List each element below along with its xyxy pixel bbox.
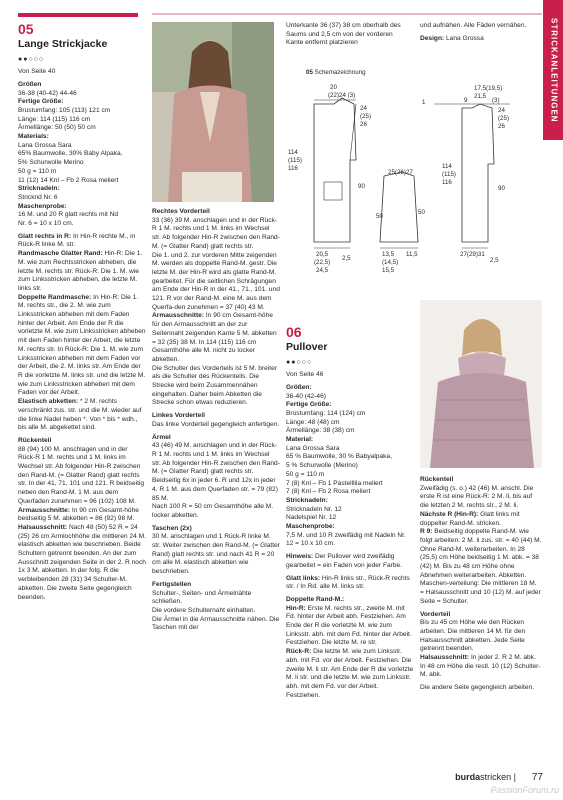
item05-lv-heading: Linkes Vorderteil	[152, 412, 206, 420]
item06-groessen-heading: Größen:	[286, 383, 312, 391]
item06-material-heading: Material:	[286, 436, 314, 444]
item05-fertig2: Unterkante 36 (37) 38 cm oberhalb des Saums und 2,5 cm von der vorderen Kante entfernt platzieren	[286, 22, 401, 47]
item06-n-heading: Nächste R (Hin-R):	[420, 510, 479, 518]
item05-arm	[18, 507, 146, 524]
schema-l115b: 11,5	[406, 251, 418, 258]
schema-label-num: 05	[306, 69, 313, 76]
item05-glatt-heading: Glatt rechts in R:	[18, 232, 72, 240]
schema-r115: (115)	[442, 171, 456, 178]
item06-material: Lana Grossa Sara 65 % Baumwolle, 30 % Babyalpaka, 5 % Schurwolle (Merino) 50 g = 110 m 7 (8) Knl – Fb 1 Pastelllila meliert 7 (8) Knl – Fb 2 Rosa meliert	[286, 444, 392, 496]
top-bar-left	[18, 13, 138, 17]
schema-label	[306, 69, 366, 76]
item05-title: Lange Strickjacke	[18, 38, 108, 50]
schema-front-outline	[462, 104, 494, 242]
item06-vt-heading: Vorderteil	[420, 610, 451, 618]
item05-groessen: 36-38 (40-42) 44-46	[18, 89, 77, 97]
item05-rueck-heading: Rückenteil	[18, 436, 52, 444]
schema-r25b: 2,5	[490, 257, 499, 264]
footer-brand-bold: burda	[455, 772, 481, 782]
item06-nadeln-heading: Stricknadeln:	[286, 496, 328, 504]
schema-drawing	[284, 64, 542, 282]
item06-rueck: Zweifädig (s. o.) 42 (46) M. anschl. Die erste R ist eine Rück-R: 2 M. li, bis auf die letzten 2 M. rechts str., 2 M. li.	[420, 484, 534, 510]
schema-l114: 114	[288, 149, 298, 156]
schema-l90: 90	[358, 183, 365, 190]
watermark: PassionForum.ru	[490, 785, 559, 795]
item05-groessen-heading: Größen	[18, 80, 42, 88]
schema-r25: (25)	[498, 115, 510, 122]
item05-finish-continued	[286, 22, 404, 48]
item06-dr-rueck-text: Die letzte M. wie zum Linksstr. abh. mit Fd. vor der Arbeit. Festziehen. Die zweite M. li str. Am Ende der R die vorletzte M. li str. und die letzte M. wie zum Linksstr. abh. mit dem Fd. vor der Arbeit. Festziehen.	[286, 648, 414, 699]
item05-number: 05	[18, 21, 34, 37]
item05-aermel: 43 (46) 49 M. anschlagen und in der Rück-R 1 M. rechts und 1 M. links im Wechsel str. Ab folgender Hin-R zwischen den Rand-M. (= Glatter Rand) glatt rechts str. Beidseitig 6x in jeder 6. R und 12x in jeder 4. R 1 M. aus dem Querfaden str. = 79 (82) 85 M. Nach 100 R = 50 cm Gesamthöhe alle M. locker abketten.	[152, 442, 280, 519]
item05-elast-heading: Elastisch abketten:	[18, 398, 79, 406]
item05-fertige-heading: Fertige Größe:	[18, 98, 64, 106]
schema-l115: (115)	[288, 157, 302, 164]
schema-l135: 13,5	[382, 251, 395, 258]
schema-r114: 114	[442, 163, 452, 170]
schema-l116: 116	[288, 165, 298, 172]
item06-rueck-heading: Rückenteil	[420, 476, 454, 483]
item06-dr-hin	[286, 605, 414, 649]
item05-nadeln: Stricknd Nr. 6	[18, 193, 58, 201]
item05-design	[420, 35, 538, 44]
item05-elast-text: * 2 M. rechts verschränkt zus. str. und die M. wieder auf die linke Nadel heben *. Von * bis * wdh., bis alle M. abgekettet sind.	[18, 398, 142, 432]
schema-back-outline	[314, 98, 356, 242]
item06-r9	[420, 528, 542, 606]
item05-taschen-heading: Taschen (2x)	[152, 524, 192, 532]
item05-elast	[18, 398, 146, 433]
schema-l26: 26	[360, 121, 367, 128]
schema-r9: 9	[464, 97, 468, 104]
schema-l155: 15,5	[382, 267, 395, 274]
item05-maschen-heading: Maschenprobe:	[18, 202, 67, 210]
item05-rv-arm	[152, 312, 280, 408]
schema-r272931: 27(29)31	[460, 251, 485, 258]
footer-brand-rest: stricken	[480, 772, 512, 782]
schema-l205: 20,5	[316, 251, 329, 258]
schema-label-text: Schemazeichnung	[312, 69, 366, 76]
model-photo-cardigan	[152, 22, 274, 202]
schema-l2527: 25(26)27	[388, 169, 413, 176]
item05-rv-arm-heading: Armausschnitte:	[152, 312, 205, 320]
item06-n-text: Glatt links mit doppelter Rand-M. stricken.	[420, 510, 520, 527]
item06-r9-text: Beidseitig doppelte Rand-M. wie folgt arbeiten: 2 M. li zus. str. = 40 (44) M. Ohne Rand-M. weiterarbeiten. In 28 (25,5) cm Höhe beidseitig 1 M. abk. = 38 (42) M. Bis zu 48 cm Höhe ohne Abnehmen weiterarbeiten. Abketten. Maschen-verteilung: Die mittleren 18 M. = Halsausschnitt und 10 (12) M. auf jeder Seite = Schulter.	[420, 528, 542, 605]
item05-glatt	[18, 233, 146, 250]
item05-doppelt	[18, 294, 146, 398]
schema-l225: (22,5)	[314, 259, 331, 266]
schema-r175: 17,5(19,5)	[474, 85, 503, 92]
item05-design-text: Lana Grossa	[444, 34, 484, 42]
schema-r90: 90	[498, 185, 505, 192]
item06-title: Pullover	[286, 341, 328, 353]
schema-pocket	[324, 182, 342, 200]
item06-hinweis-text: Der Pullover wird zweifädig gearbeitet = ein Faden von jeder Farbe.	[286, 553, 403, 569]
schema-r26: 26	[498, 123, 505, 130]
item05-column	[18, 22, 146, 602]
item05-doppelt-text: In Hin-R: Die 1. M. rechts str., die 2. M. wie zum Linksstricken abheben mit dem Faden hinter der Arbeit. Am Ende der R die vorletzte M. wie zum Linksstricken abheben mit dem Faden hinter der Arbeit, die letzte M. rechts str. In Rück-R: Die 1. M. wie zum Linksstricken abheben mit dem Faden vor der Arbeit, die 2. M. links str. Am Ende der R die vorletzte M. links str. und die letzte M. wie zum Linksstricken abheben mit dem Faden vor der Arbeit.	[18, 293, 146, 397]
item06-fertige-heading: Fertige Größe:	[286, 401, 332, 409]
item06-maschen: 7,5 M. und 10 R zweifädig mit Nadeln Nr. 12 = 10 x 10 cm.	[286, 531, 406, 548]
item05-lv: Das linke Vorderteil gegengleich anfertigen.	[152, 420, 280, 428]
item06-andere: Die andere Seite gegengleich arbeiten.	[420, 684, 535, 692]
top-bar-right	[152, 13, 542, 15]
item06-dr-heading: Doppelte Rand-M.:	[286, 595, 345, 603]
item05-maschen: 16 M. und 20 R glatt rechts mit Nd Nr. 6 = 10 x 10 cm.	[18, 211, 119, 228]
item05-rv: 33 (36) 39 M. anschlagen und in der Rück-R 1 M. rechts und 1 M. links im Wechsel str. Ab folgender Hin-R zwischen den Rand-M. (= Glatter Rand) glatt rechts str. Die 1. und 2. zur vorderen Mitte zeigenden M. werden als doppelte Rand-M. gestr. Die letzte M. der Hin-R wird als glatte Rand-M. gearbeitet. Für die seitlichen Schrägungen am Ende der Hin-R in der 41., 71., 101. und 121. R vor der Rand-M. eine M. aus dem Querfa-den zunehmen = 37 (40) 43 M.	[152, 216, 280, 311]
item06-dr-rueck	[286, 648, 414, 700]
item06-column	[286, 325, 414, 700]
item06-hals-heading: Halsausschnitt:	[420, 654, 470, 662]
item05-column-2	[152, 208, 280, 633]
item06-vt: Bis zu 45 cm Höhe wie den Rücken arbeiten. Die mittleren 14 M. für den Halsausschnitt abketten. Jede Seite getrennt beenden.	[420, 619, 526, 653]
item05-rv-arm-text: In 90 cm Gesamt-höhe für den Armausschnitt an der zur Seitennaht zeigenden Kante 5 M. abketten = 32 (35) 38 M. In 114 (115) 116 cm Gesamthöhe alle M. nicht zu locker abketten. Die Schulter des Vorderteils ist 5 M. breiter als die Schulter des Rückenteils. Die Strecke wird beim Zusammennähen eingehalten. Daher beim Abketten die Strecke schon etwas reduzieren.	[152, 312, 277, 407]
item06-column-2	[420, 476, 542, 693]
item05-arm-text: In 90 cm Gesamt-höhe beidseitig 5 M. abketten = 86 (92) 98 M.	[18, 506, 139, 523]
model-photo-pullover	[420, 300, 542, 468]
item05-finish-end	[420, 22, 538, 43]
item06-hinweis-heading: Hinweis:	[286, 553, 314, 561]
item05-hals-heading: Halsausschnitt:	[18, 523, 68, 531]
item06-hals	[420, 654, 542, 680]
schema-l50: 50	[376, 213, 383, 220]
item05-source: Von Seite 40	[18, 68, 56, 76]
item05-hals	[18, 524, 146, 602]
item06-maschen-heading: Maschenprobe:	[286, 523, 335, 531]
schema-l50b: 50	[418, 209, 425, 216]
item06-dr-hin-text: Erste M. rechts str., zweite M. mit Fd. hinter der Arbeit abh. Festziehen. Am Ende der R die vorletzte M. wie zum Linksstr. abh. mit dem Fd. hinter der Arbeit. Festziehen. Die letzte M. re str.	[286, 604, 412, 647]
item05-rv-heading: Rechtes Vorderteil	[152, 208, 210, 215]
item05-randm	[18, 250, 146, 294]
schema-r24: 24	[498, 107, 505, 114]
item06-number: 06	[286, 324, 302, 340]
item05-material: Lana Grossa Sara 65% Baumwolle, 30% Baby Alpaka, 5% Schurwolle Merino 50 g = 110 m 11 (12) 14 Knl – Fb 2 Rosa meliert	[18, 141, 123, 184]
schema-l145: (14,5)	[382, 259, 399, 266]
item06-groessen: 36-40 (42-46)	[286, 392, 326, 400]
item06-glatt-text: Hin-R links str., Rück-R rechts str. / In Rd. alle M. links str.	[286, 574, 410, 591]
schema-l25: (25)	[360, 113, 372, 120]
schema-l222426: (22)24 (3)	[328, 92, 356, 99]
item06-glatt	[286, 575, 414, 592]
schema-l20: 20	[330, 84, 337, 91]
item05-design-heading: Design:	[420, 34, 445, 42]
item06-r9-heading: R 9:	[420, 528, 433, 536]
item05-rueck: 88 (94) 100 M. anschlagen und in der Rück-R 1 M. rechts und 1 M. links im Wechsel str. Ab folgender Hin-R zwischen den Rand-M. (= Glatter Rand) glatt rechts str. In der 41, 71, 101 und 121. R beidseitig neben den Rand-M. 1 M. aus dem Querfaden zunehmen = 96 (102) 108 M.	[18, 445, 145, 505]
item06-hals-text: In jeder 2. R 2 M. abk. In 48 cm Höhe die restl. 10 (12) Schulter-M. abk.	[420, 654, 541, 679]
item05-randm-text: Hin-R: Die 1. M. wie zum Rechtsstricken abheben, die letzte M. rechts str. Rück-R: Die 1. M. wie zum Linksstricken abheben, die letzte M. links str.	[18, 250, 143, 292]
footer-brand	[455, 772, 516, 784]
item05-taschen: 30 M. anschlagen und 1 Rück-R linke M. str. Weiter zwischen den Rand-M. (= Glatter Rand) glatt rechts str. und nach 41 R = 20 cm alle M. elastisch abketten wie beschrieben.	[152, 533, 280, 576]
item06-hinweis	[286, 553, 414, 570]
item05-arm-heading: Armausschnitte:	[18, 506, 71, 514]
schema-r3: (3)	[492, 97, 500, 104]
schema-sleeve-outline	[380, 172, 418, 242]
item06-glatt-heading: Glatt links:	[286, 574, 321, 582]
item06-n	[420, 511, 542, 528]
model-photo-cardigan-art	[152, 22, 274, 202]
item05-aermel-heading: Ärmel	[152, 433, 171, 441]
item05-material-heading: Materials:	[18, 133, 49, 141]
item06-nadeln: Stricknadeln Nr. 12 Nadelspiel Nr. 12	[286, 505, 342, 522]
item06-difficulty: ●●○○○	[286, 358, 313, 366]
model-photo-pullover-art	[420, 300, 542, 468]
item05-fertig: Schulter-, Seiten- und Ärmelnähte schließen. Die vordere Schulternaht einhalten. Die Ärmel in die Armausschnitte nähen. Die Taschen mit der	[152, 589, 280, 632]
item05-fertig-heading: Fertigstellen	[152, 580, 192, 588]
schema-l24: 24	[360, 105, 367, 112]
item05-randm-heading: Randmasche Glatter Rand:	[18, 250, 103, 258]
item05-nadeln-heading: Stricknadeln:	[18, 185, 60, 193]
schema-r215: 21,5	[474, 93, 487, 100]
item06-dr-rueck-heading: Rück-R:	[286, 648, 312, 656]
item05-difficulty: ●●○○○	[18, 55, 45, 63]
page-number: 77	[531, 772, 543, 783]
item05-glatt-text: In Hin-R rechte M., in Rück-R linke M. str.	[18, 232, 136, 249]
schema-r116: 116	[442, 179, 452, 186]
item06-fertige: Brustumfang: 114 (124) cm Länge: 48 (48) cm Ärmellänge: 38 (38) cm	[286, 409, 366, 435]
schema-r1: 1	[422, 99, 426, 106]
footer-separator: |	[513, 772, 516, 782]
item06-dr-hin-heading: Hin-R:	[286, 604, 306, 612]
item05-hals-text: Nach 48 (50) 52 R = 24 (25) 26 cm Armlochhöhe die mittleren 24 M. elastisch abketten wie beschrieben. Beide Schultern getrennt beenden. An der zum Ausschnitt zeigenden Seite in der 2. R noch 1x 3 M. abketten. In der folg. R die verbleibenden 28 (31) 34 Schulter-M. abketten. Die zweite Seite gegengleich beenden.	[18, 523, 146, 601]
schema-l25b: 2,5	[342, 255, 351, 262]
item05-fertig3: und aufnähen. Alle Fäden vernähen.	[420, 22, 527, 29]
item05-doppelt-heading: Doppelte Randmasche:	[18, 293, 92, 301]
item05-fertige: Brustumfang: 105 (113) 121 cm Länge: 114 (115) 116 cm Ärmellänge: 50 (50) 50 cm	[18, 106, 111, 132]
item06-source: Von Seite 46	[286, 371, 324, 379]
schema-l245: 24,5	[316, 267, 329, 274]
side-tab: STRICKANLEITUNGEN	[543, 0, 563, 140]
